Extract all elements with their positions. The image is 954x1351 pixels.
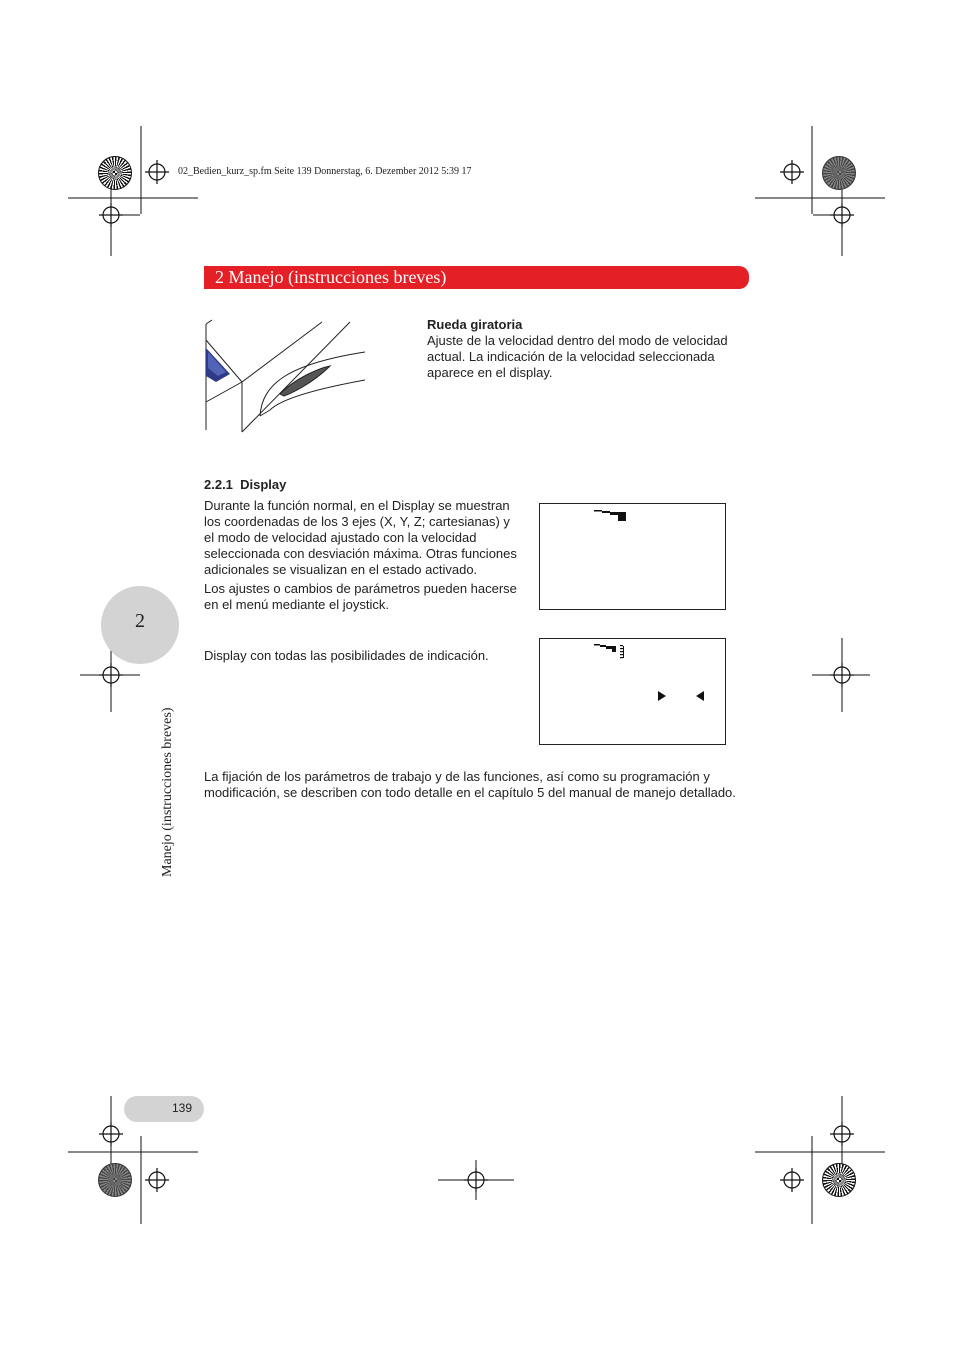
display-caption: Display con todas las posibilidades de indicación. xyxy=(204,648,489,663)
display-screen-all-indicators xyxy=(539,638,726,745)
page-number-tab xyxy=(124,1096,204,1122)
rueda-heading: Rueda giratoria xyxy=(427,317,523,332)
rotary-knob-illustration xyxy=(200,318,375,436)
page-number: 139 xyxy=(171,1101,192,1115)
side-tab-label: Manejo (instrucciones breves) xyxy=(160,707,175,877)
side-tab-circle xyxy=(101,586,179,664)
rueda-text: Ajuste de la velocidad dentro del modo de velocidad actual. La indicación de la velocidad seleccionada aparece en el display. xyxy=(427,333,728,380)
chapter-title: 2 Manejo (instrucciones breves) xyxy=(215,267,447,287)
speed-bar-icon xyxy=(594,508,628,522)
chapter-title-bar xyxy=(204,266,749,289)
registration-rosette-icon xyxy=(98,156,132,190)
footer-paragraph: La fijación de los parámetros de trabajo y de las funciones, así como su programación y modificación, se describen con todo detalle en el capítulo 5 del manual de manejo detallado. xyxy=(204,769,736,800)
display-screen-normal xyxy=(539,503,726,610)
print-header: 02_Bedien_kurz_sp.fm Seite 139 Donnerstag, 6. Dezember 2012 5:39 17 xyxy=(178,166,472,177)
registration-rosette-icon xyxy=(822,156,856,190)
display-paragraph-1: Durante la función normal, en el Display se muestran los coordenadas de los 3 ejes (X, Y, Z; cartesianas) y el modo de velocidad ajustado con la velocidad seleccionada con desviación máxima. Otras funciones adicionales se visualizan en el estado activado. xyxy=(204,498,517,577)
registration-rosette-icon xyxy=(98,1163,132,1197)
arrow-left-icon xyxy=(695,691,705,701)
section-heading: 2.2.1 Display xyxy=(204,477,287,492)
registration-rosette-icon xyxy=(822,1163,856,1197)
display-paragraph-2: Los ajustes o cambios de parámetros pueden hacerse en el menú mediante el joystick. xyxy=(204,581,517,612)
side-tab-number: 2 xyxy=(135,610,145,632)
arrow-right-icon xyxy=(657,691,667,701)
speed-bar-icon xyxy=(594,642,634,662)
